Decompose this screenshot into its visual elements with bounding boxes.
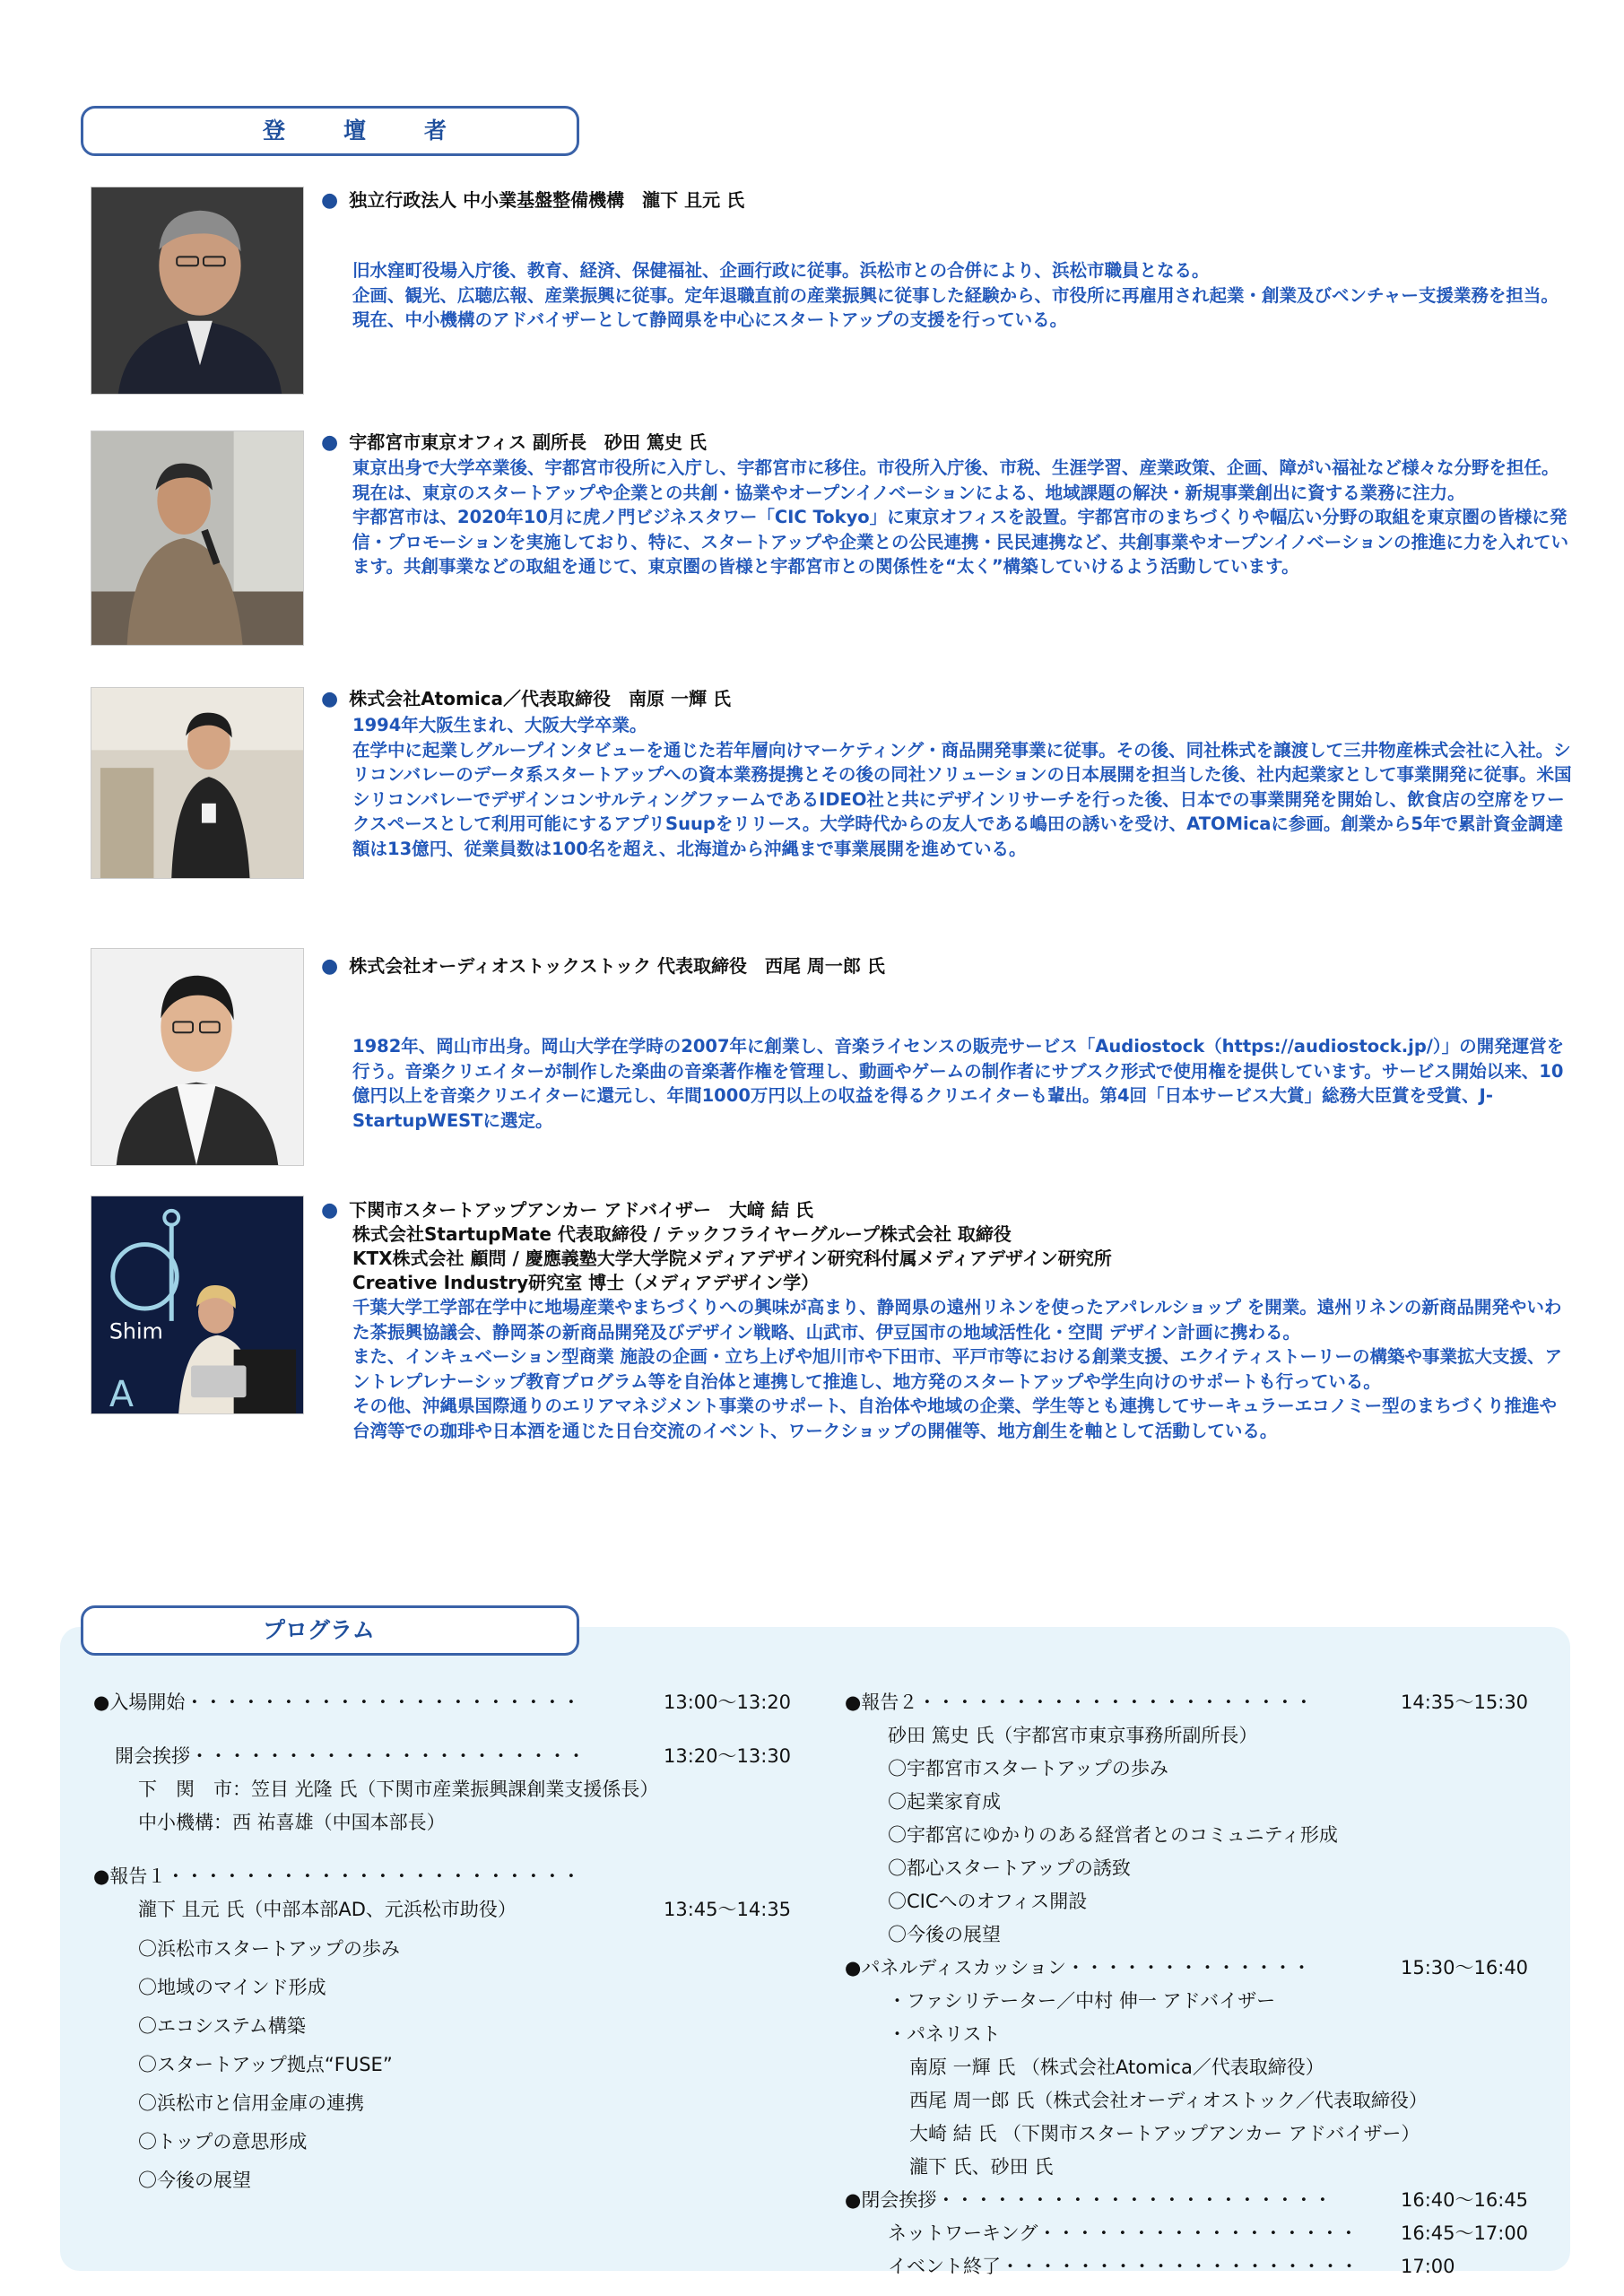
program-item: 〇起業家育成 (888, 1791, 1001, 1813)
program-item: 開会挨拶・・・・・・・・・・・・・・・・・・・・・ 13:20〜13:30 (115, 1745, 792, 1767)
program-item: 〇スタートアップ拠点“FUSE” (138, 2054, 393, 2075)
speaker-5-affiliation-1: 株式会社StartupMate 代表取締役 / テックフライヤーグループ株式会社 取締役 (352, 1223, 1012, 1245)
speaker-4-bio: 1982年、岡山市出身。岡山大学在学時の2007年に創業し、音楽ライセンスの販売サービス「Audiostock（https://audiostock.jp/）」の開発運営を行う。音楽クリエイターが制作した楽曲の音楽著作権を管理し、動画やゲームの制作者にサブスク形式で使用権を提供しています。サービス開始以来、10億円以上を音楽クリエイターに還元し、年間1000万円以上の収益を得るクリエイターも輩出。第4回「日本サービス大賞」総務大臣賞を受賞、J-StartupWESTに選定。 (352, 1036, 1565, 1131)
program-item: 下 関 市：笠目 光隆 氏（下関市産業振興課創業支援係長） (138, 1779, 659, 1800)
program-item: ●報告１・・・・・・・・・・・・・・・・・・・・・・ (93, 1866, 581, 1887)
speaker-5-affiliation-2: KTX株式会社 顧問 / 慶應義塾大学大学院メディアデザイン研究科付属メディアデザイン研究所 (352, 1248, 1112, 1269)
program-item: ●パネルディスカッション・・・・・・・・・・・・・ 15:30〜16:40 (845, 1957, 1529, 1979)
program-item: ●報告２・・・・・・・・・・・・・・・・・・・・・ 14:35〜15:30 (845, 1692, 1529, 1713)
program-section-title: プログラム (81, 1605, 579, 1656)
speaker-photo-1 (91, 187, 304, 395)
speaker-photo-4 (91, 948, 304, 1166)
program-item: 〇浜松市スタートアップの歩み (138, 1938, 400, 1960)
program-item: ・ファシリテーター／中村 伸一 アドバイザー (888, 1990, 1276, 2012)
program-item: イベント終了・・・・・・・・・・・・・・・・・・・ 17:00 (888, 2256, 1455, 2277)
program-item: 中小機構：西 祐喜雄（中国本部長） (138, 1812, 446, 1833)
speakers-section-title: 登 壇 者 (81, 106, 579, 156)
program-item: 大崎 結 氏 （下関市スタートアップアンカー アドバイザー） (909, 2123, 1420, 2144)
program-item: 瀧下 且元 氏（中部本部AD、元浜松市助役） 13:45〜14:35 (138, 1899, 792, 1920)
program-right-column (845, 1686, 1544, 2283)
speaker-3-header: ● 株式会社Atomica／代表取締役 南原 一輝 氏 (321, 688, 731, 710)
speaker-photo-2 (91, 430, 304, 646)
program-item: 砂田 篤史 氏（宇都宮市東京事務所副所長） (888, 1725, 1258, 1746)
program-item: 西尾 周一郎 氏（株式会社オーディオストック／代表取締役） (909, 2090, 1428, 2111)
program-item: 〇トップの意思形成 (138, 2131, 308, 2152)
program-item: 〇エコシステム構築 (138, 2015, 306, 2037)
program-item: 瀧下 氏、砂田 氏 (909, 2156, 1054, 2178)
speaker-photo-3 (91, 687, 304, 879)
speaker-photo-5 (91, 1196, 304, 1414)
program-item: 〇浜松市と信用金庫の連携 (138, 2092, 364, 2114)
speaker-1-header: ● 独立行政法人 中小業基盤整備機構 瀧下 且元 氏 (321, 189, 745, 212)
program-item: ●閉会挨拶・・・・・・・・・・・・・・・・・・・・・ 16:40〜16:45 (845, 2189, 1529, 2211)
program-item: 〇今後の展望 (888, 1924, 1001, 1945)
speaker-4-header: ● 株式会社オーディオストックストック 代表取締役 西尾 周一郎 氏 (321, 955, 885, 978)
program-item: ●入場開始・・・・・・・・・・・・・・・・・・・・・ 13:00〜13:20 (93, 1692, 792, 1713)
program-item: 〇都心スタートアップの誘致 (888, 1857, 1131, 1879)
speaker-5-affiliation-3: Creative Industry研究室 博士（メディアデザイン学） (352, 1272, 820, 1293)
program-item: 〇地域のマインド形成 (138, 1977, 326, 1998)
program-item: 南原 一輝 氏 （株式会社Atomica／代表取締役） (909, 2057, 1324, 2078)
speaker-3-bio: 1994年大阪生まれ、大阪大学卒業。 在学中に起業しグループインタビューを通じた若年層向けマーケティング・商品開発事業に従事。その後、同社株式を譲渡して三井物産株式会社に入社。シリコンバレーのデータ系スタートアップへの資本業務提携とその後の同社ソリューションの日本展開を担当した後、社内起業家として事業開発に従事。米国シリコンバレーでデザインコンサルティングファームであるIDEO社と共にデザインリサーチを行った後、日本での事業開発を開始し、飲食店の空席をワークスペースとして利用可能にするアプリSuupをリリース。大学時代からの友人である嶋田の誘いを受け、ATOMicaに参画。創業から5年で累計資金調達額は13億円、従業員数は100名を超え、北海道から沖縄まで事業展開を進めている。 (352, 715, 1572, 859)
program-item: 〇CICへのオフィス開設 (888, 1891, 1088, 1912)
program-item: ネットワーキング・・・・・・・・・・・・・・・・・ 16:45〜17:00 (888, 2222, 1529, 2244)
program-item: 〇宇都宮にゆかりのある経営者とのコミュニティ形成 (888, 1824, 1338, 1846)
program-left-column (93, 1686, 811, 2203)
program-item: ・パネリスト (888, 2023, 1001, 2045)
program-item: 〇宇都宮市スタートアップの歩み (888, 1758, 1168, 1779)
program-item: 〇今後の展望 (138, 2170, 251, 2191)
svg-text:A: A (109, 1374, 134, 1413)
speaker-1-bio: 旧水窪町役場入庁後、教育、経済、保健福祉、企画行政に従事。浜松市との合併により、浜松市職員となる。 企画、観光、広聴広報、産業振興に従事。定年退職直前の産業振興に従事した経験から、市役所に再雇用され起業・創業及びベンチャー支援業務を担当。 現在、中小機構のアドバイザーとして静岡県を中心にスタートアップの支援を行っている。 (352, 260, 1559, 330)
svg-text:Shim: Shim (109, 1318, 163, 1344)
speaker-5-header: ● 下関市スタートアップアンカー アドバイザー 大﨑 結 氏 (321, 1199, 813, 1222)
speaker-2-header: ● 宇都宮市東京オフィス 副所長 砂田 篤史 氏 (321, 431, 707, 454)
speaker-5-bio: 千葉大学工学部在学中に地場産業やまちづくりへの興味が高まり、静岡県の遠州リネンを使ったアパレルショップ を開業。遠州リネンの新商品開発やいわた茶振興協議会、静岡茶の新商品開発及びデザイン戦略、山武市、伊豆国市の地域活性化・空間 デザイン計画に携わる。 また、インキュベーション型商業 施設の企画・立ち上げや旭川市や下田市、平戸市等における創業支援、エクイティストーリーの構築や事業拡大支援、アントレプレナーシップ教育プログラム等を自治体と連携して推進し、地方発のスタートアップや学生向けのサポートも行っている。 その他、沖縄県国際通りのエリアマネジメント事業のサポート、自治体や地域の企業、学生等とも連携してサーキュラーエコノミー型のまちづくり推進や台湾等での珈琲や日本酒を通じた日台交流のイベント、ワークショップの開催等、地方創生を軸として活動している。 (352, 1297, 1562, 1441)
speaker-2-bio: 東京出身で大学卒業後、宇都宮市役所に入庁し、宇都宮市に移住。市役所入庁後、市税、生涯学習、産業政策、企画、障がい福祉など様々な分野を担任。現在は、東京のスタートアップや企業との共創・協業やオープンイノベーションによる、地域課題の解決・新規事業創出に資する業務に注力。 宇都宮市は、2020年10月に虎ノ門ビジネスタワー「CIC Tokyo」に東京オフィスを設置。宇都宮市のまちづくりや幅広い分野の取組を東京圏の皆様に発信・プロモーションを実施しており、特に、スタートアップや企業との公民連携・民民連携など、共創事業やオープンイノベーションの推進に力を入れています。共創事業などの取組を通じて、東京圏の皆様と宇都宮市との関係性を“太く”構築していけるよう活動しています。 (352, 457, 1569, 577)
